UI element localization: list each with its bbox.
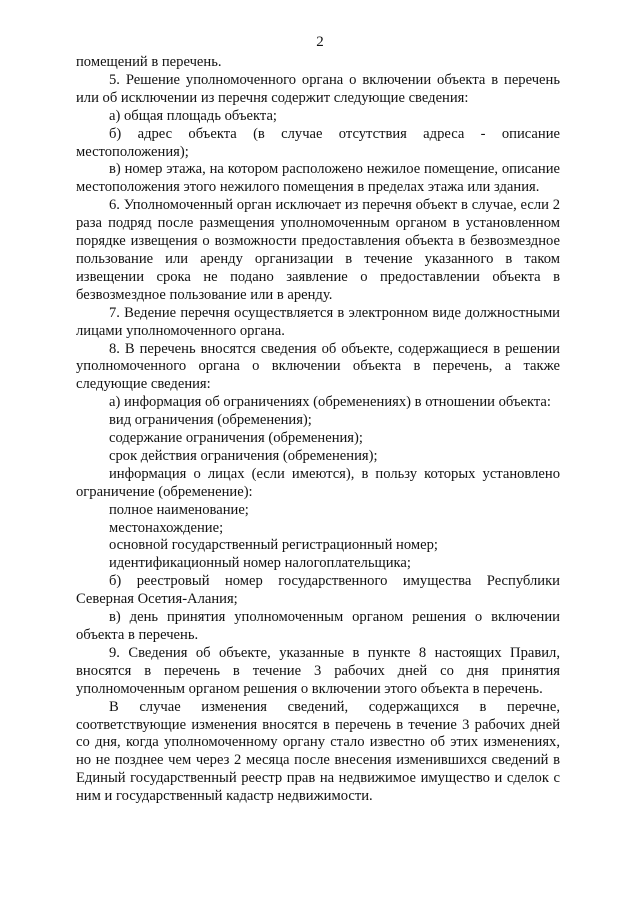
- paragraph: местонахождение;: [109, 519, 224, 536]
- paragraph: б) реестровый номер государственного имущества Республики Северная Осетия-Алания;: [76, 573, 560, 608]
- paragraph: 9. Сведения об объекте, указанные в пункте 8 настоящих Правил, вносятся в перечень в течение 3 рабочих дней со дня принятия уполномоченным органом решения о включении этого объекта в перечень.: [76, 644, 560, 697]
- paragraph: срок действия ограничения (обременения);: [109, 447, 378, 464]
- paragraph: 5. Решение уполномоченного органа о включении объекта в перечень или об исключении из перечня содержит следующие сведения:: [76, 71, 560, 106]
- paragraph: в) день принятия уполномоченным органом решения о включении объекта в перечень.: [76, 609, 560, 643]
- paragraph: идентификационный номер налогоплательщика;: [109, 555, 411, 572]
- paragraph: в) номер этажа, на котором расположено нежилое помещение, описание местоположения этого нежилого помещения в пределах этажа или здания.: [76, 161, 560, 196]
- paragraph: 7. Ведение перечня осуществляется в электронном виде должностными лицами уполномоченного органа.: [76, 304, 560, 339]
- paragraph: полное наименование;: [109, 501, 249, 518]
- paragraph: б) адрес объекта (в случае отсутствия адреса - описание местоположения);: [76, 125, 560, 160]
- document-body: [76, 54, 560, 806]
- paragraph: 8. В перечень вносятся сведения об объекте, содержащиеся в решении уполномоченного органа о включении объекта в перечень, а также следующие сведения:: [76, 340, 560, 393]
- paragraph: 6. Уполномоченный орган исключает из перечня объект в случае, если 2 раза подряд после размещения уполномоченным органом в установленном порядке извещения о возможности предоставления объекта в безвозмездное пользование или аренду организации в течение указанного в таком извещении срока не подано заявление о предоставлении объекта в безвозмездное пользование или в аренду.: [76, 197, 560, 303]
- page-number: 2: [316, 34, 324, 50]
- paragraph: В случае изменения сведений, содержащихся в перечне, соответствующие изменения вносятся в перечень в течение 3 рабочих дней со дня, когда уполномоченному органу стало известно об этих изменениях, но не позднее чем через 2 месяца после внесения изменившихся сведений в Единый государственный реестр прав на недвижимое имущество и сделок с ним и государственный кадастр недвижимости.: [76, 698, 560, 805]
- paragraph: помещений в перечень.: [76, 54, 222, 70]
- paragraph: информация о лицах (если имеются), в пользу которых установлено ограничение (обременение):: [76, 465, 560, 500]
- paragraph: а) информация об ограничениях (обременениях) в отношении объекта:: [109, 394, 551, 411]
- paragraph: вид ограничения (обременения);: [109, 412, 312, 429]
- paragraph: основной государственный регистрационный номер;: [109, 537, 438, 554]
- paragraph: содержание ограничения (обременения);: [109, 430, 363, 447]
- paragraph: а) общая площадь объекта;: [109, 107, 277, 124]
